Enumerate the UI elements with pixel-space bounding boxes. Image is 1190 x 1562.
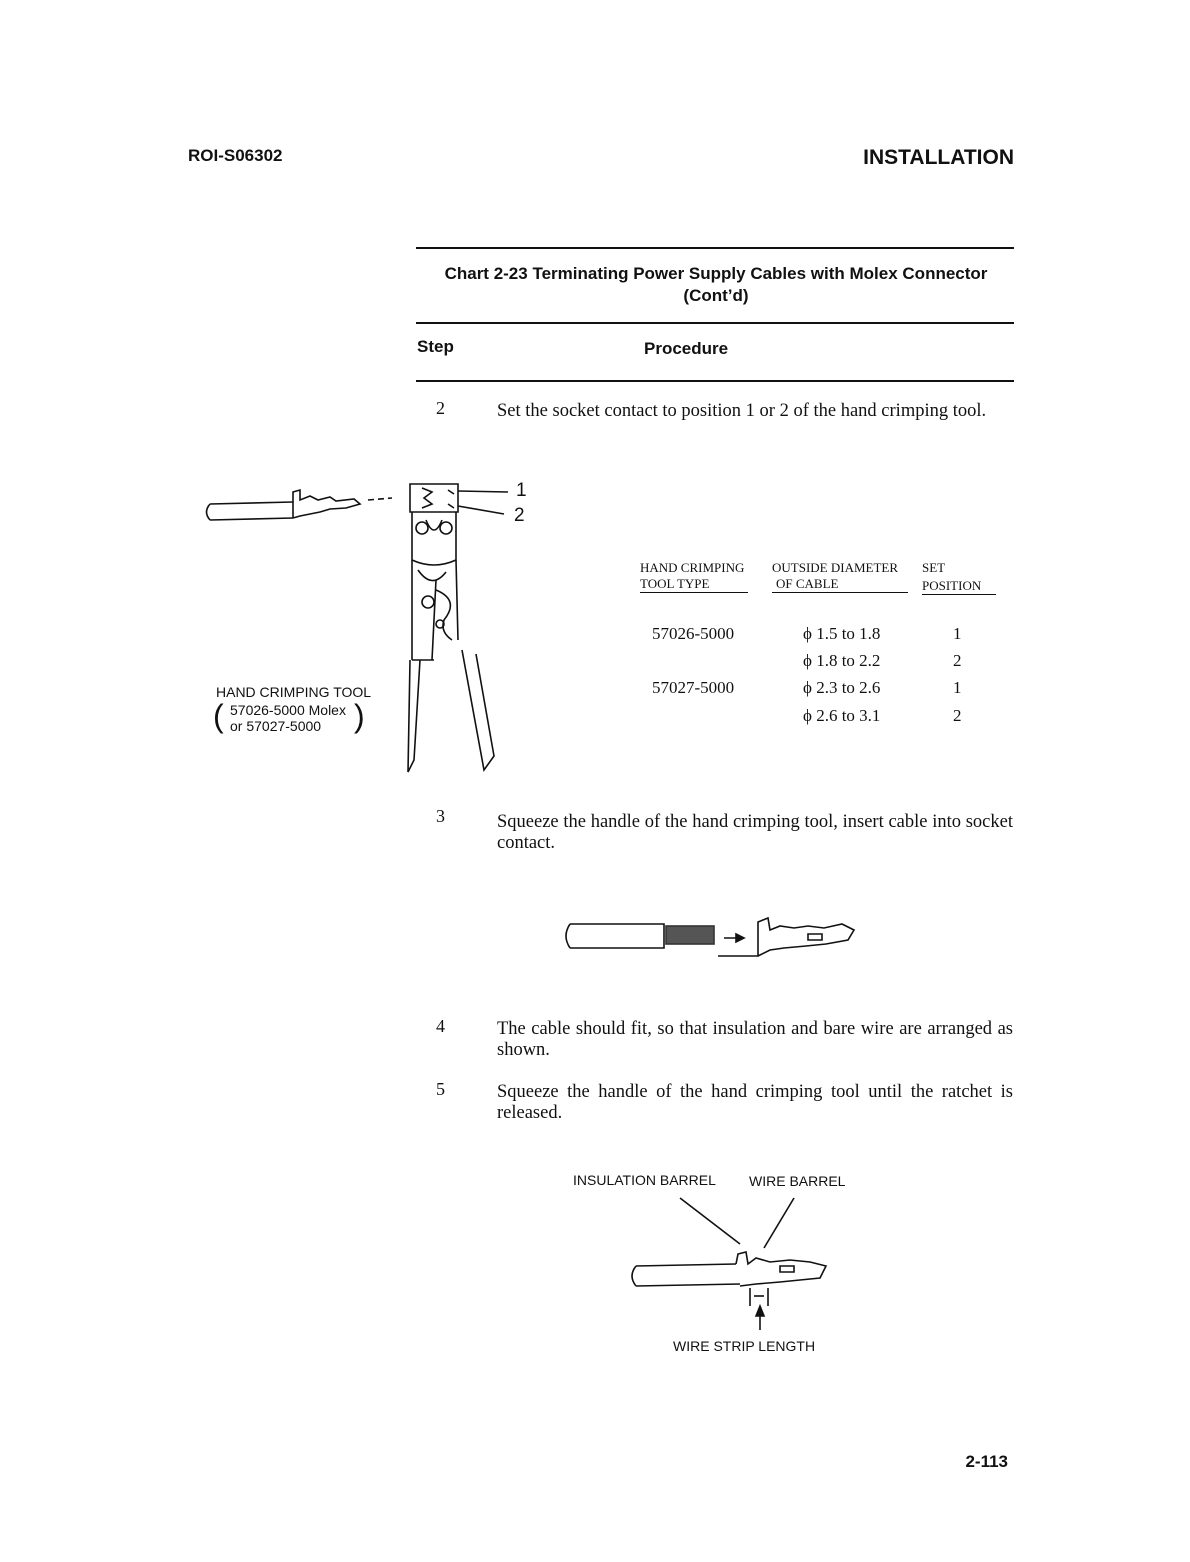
table-cell-position: 1: [953, 678, 962, 697]
chart-title-line2: (Cont’d): [683, 286, 749, 305]
chart-title-line1: Chart 2-23 Terminating Power Supply Cables with Molex Connector: [444, 264, 988, 283]
position-1-label: 1: [516, 480, 527, 501]
step-text: Squeeze the handle of the hand crimping tool, insert cable into socket contact.: [497, 812, 1013, 853]
header-line: TOOL TYPE: [640, 576, 748, 593]
document-id: ROI-S06302: [188, 146, 283, 165]
insulation-barrel-label: INSULATION BARREL: [573, 1172, 716, 1188]
step-text: Set the socket contact to position 1 or 2 of the hand crimping tool.: [497, 401, 987, 421]
table-cell-position: 2: [953, 651, 962, 670]
header-line: SET: [922, 560, 946, 575]
header-line: OUTSIDE DIAMETER: [772, 560, 899, 575]
table-cell-tool: 57026-5000: [652, 624, 735, 643]
step-number: 5: [436, 1079, 445, 1099]
title-rule-top: [416, 247, 1014, 249]
table-cell-position: 2: [953, 706, 962, 725]
header-rule: [416, 380, 1014, 382]
header-line: HAND CRIMPING: [640, 560, 745, 575]
wire-barrel-label: WIRE BARREL: [749, 1173, 846, 1189]
chart-title: [418, 263, 1014, 307]
section-title: INSTALLATION: [863, 146, 1014, 169]
header-line: OF CABLE: [772, 576, 908, 593]
table-header-set-position: [922, 560, 1002, 595]
table-cell-tool: 57027-5000: [652, 678, 735, 697]
table-header-outside-diameter: [772, 560, 912, 593]
paren-left: (: [213, 698, 224, 734]
tool-label: HAND CRIMPING TOOL: [216, 684, 372, 700]
step-number: 4: [436, 1016, 445, 1036]
tool-model-line1: 57026-5000 Molex: [230, 702, 346, 718]
step-text: The cable should fit, so that insulation and bare wire are arranged as shown.: [497, 1019, 1013, 1060]
title-rule-bottom: [416, 322, 1014, 324]
column-procedure: Procedure: [644, 339, 729, 358]
tool-model-line2: or 57027-5000: [230, 718, 322, 734]
step-number: 2: [436, 398, 445, 418]
step-number: 3: [436, 806, 445, 826]
table-cell-diameter: ϕ 1.8 to 2.2: [803, 651, 881, 670]
table-header-tool-type: [640, 560, 760, 593]
table-cell-position: 1: [953, 624, 962, 643]
table-cell-diameter: ϕ 2.3 to 2.6: [803, 678, 881, 697]
table-cell-diameter: ϕ 2.6 to 3.1: [803, 706, 881, 725]
header-line: POSITION: [922, 578, 996, 595]
step-text: Squeeze the handle of the hand crimping tool until the ratchet is released.: [497, 1082, 1013, 1123]
table-cell-diameter: ϕ 1.5 to 1.8: [803, 624, 881, 643]
paren-right: ): [354, 698, 365, 734]
page-number: 2-113: [965, 1452, 1008, 1471]
position-2-label: 2: [514, 505, 525, 526]
wire-strip-length-label: WIRE STRIP LENGTH: [673, 1338, 816, 1354]
column-step: Step: [417, 337, 454, 356]
